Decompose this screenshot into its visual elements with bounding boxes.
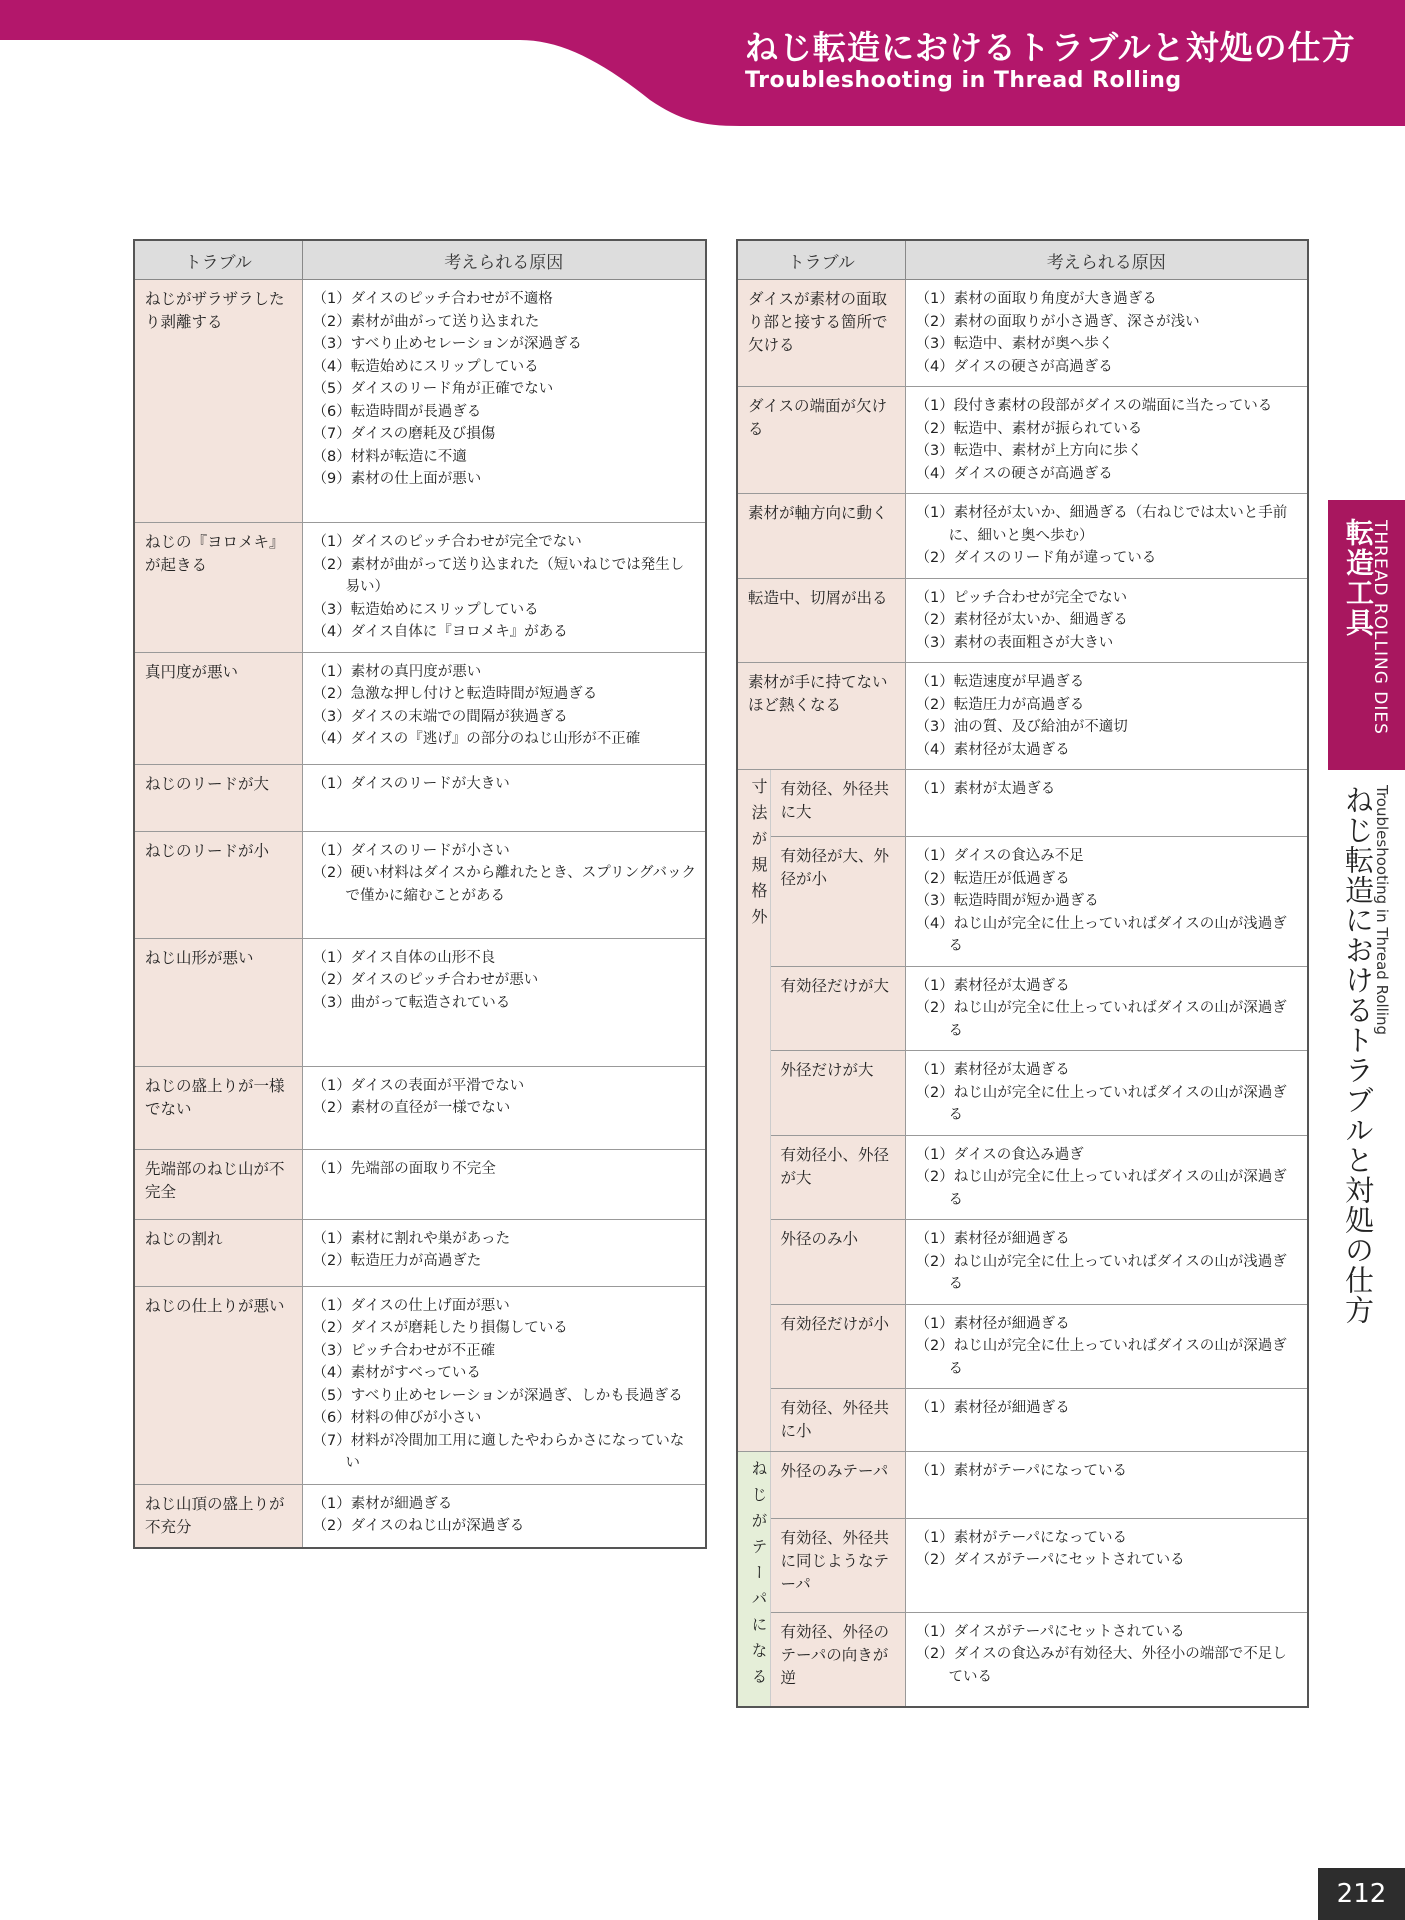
trouble-cell: 外径のみテーパ [770, 1452, 905, 1519]
cause-item: （3）曲がって転造されている [312, 994, 511, 1011]
causes-cell [302, 1286, 706, 1484]
causes-cell [905, 1612, 1308, 1707]
table-row [737, 1304, 1308, 1389]
table-row [134, 652, 706, 764]
table-row [134, 280, 706, 523]
cause-item: （2）転造圧力が高過ぎる [915, 696, 1085, 713]
cause-item: （1）素材に割れや巣があった [312, 1230, 511, 1247]
cause-item: （1）素材が細過ぎる [312, 1495, 453, 1512]
trouble-cell: 有効径、外径共に小 [770, 1389, 905, 1452]
cause-item: （2）硬い材料はダイスから離れたとき、スプリングバックで僅かに縮むことがある [312, 865, 696, 904]
cause-item: （1）ダイスの食込み過ぎ [915, 1146, 1084, 1163]
causes-cell [302, 1066, 706, 1149]
table-row [737, 1452, 1308, 1519]
trouble-cell: ダイスの端面が欠ける [737, 387, 905, 494]
cause-item: （2）ダイスのリード角が違っている [915, 550, 1157, 566]
table-row [737, 837, 1308, 967]
trouble-cell: 有効径が大、外径が小 [770, 837, 905, 967]
causes-cell [905, 663, 1308, 770]
table-row [134, 831, 706, 938]
table-row [737, 966, 1308, 1051]
trouble-cell: ねじのリードが大 [134, 764, 302, 831]
table-row [737, 280, 1308, 387]
trouble-cell: 有効径、外径共に同じようなテーパ [770, 1518, 905, 1612]
table-row [134, 938, 706, 1066]
table-row [737, 663, 1308, 770]
trouble-cell: ねじ山頂の盛上りが不充分 [134, 1484, 302, 1548]
cause-item: （1）ダイスの表面が平滑でない [312, 1077, 525, 1094]
cause-item: （3）ピッチ合わせが不正確 [312, 1342, 496, 1359]
section-tab-label: 転造工具 [1342, 518, 1375, 638]
causes-cell [302, 523, 706, 653]
cause-item: （2）素材径が太いか、細過ぎる [915, 612, 1128, 628]
table-row [134, 1484, 706, 1548]
causes-cell [905, 1220, 1308, 1305]
cause-item: （1）ダイスの仕上げ面が悪い [312, 1297, 510, 1314]
cause-item: （1）ダイスのピッチ合わせが不適格 [312, 291, 553, 307]
cause-item: （1）素材がテーパになっている [915, 1529, 1128, 1546]
cause-item: （2）ダイスのねじ山が深過ぎる [312, 1518, 525, 1534]
cause-item: （6）転造時間が長過ぎる [312, 403, 482, 420]
trouble-cell: ねじの仕上りが悪い [134, 1286, 302, 1484]
causes-cell [302, 764, 706, 831]
cause-item: （2）ダイスが磨耗したり損傷している [312, 1320, 568, 1336]
cause-item: （2）素材が曲がって送り込まれた（短いねじでは発生し易い） [312, 556, 685, 595]
cause-item: （4）ねじ山が完全に仕上っていればダイスの山が浅過ぎる [915, 915, 1287, 954]
cause-item: （4）素材がすべっている [312, 1365, 481, 1381]
causes-cell [302, 1149, 706, 1219]
table-row [134, 1066, 706, 1149]
table-row [737, 494, 1308, 579]
cause-item: （1）素材径が細過ぎる [915, 1315, 1070, 1332]
causes-cell [905, 966, 1308, 1051]
causes-cell [905, 1452, 1308, 1519]
right-table-body [737, 280, 1308, 1708]
left-table-body [134, 280, 706, 1549]
cause-item: （1）素材径が細過ぎる [915, 1231, 1070, 1247]
side-section-title: ねじ転造におけるトラブルと対処の仕方 [1341, 785, 1375, 1325]
table-row [737, 1051, 1308, 1136]
column-header-trouble: トラブル [134, 240, 302, 280]
cause-item: （2）素材の面取りが小さ過ぎ、深さが浅い [915, 313, 1200, 330]
cause-item: （7）ダイスの磨耗及び損傷 [312, 426, 496, 442]
cause-item: （4）ダイスの硬さが高過ぎる [915, 465, 1113, 482]
cause-item: （1）素材の真円度が悪い [312, 663, 482, 680]
trouble-cell: 真円度が悪い [134, 652, 302, 764]
cause-item: （1）素材の面取り角度が大き過ぎる [915, 291, 1157, 307]
cause-item: （2）ねじ山が完全に仕上っていればダイスの山が深過ぎる [915, 1084, 1287, 1123]
cause-item: （3）素材の表面粗さが大きい [915, 634, 1114, 651]
cause-item: （2）ねじ山が完全に仕上っていればダイスの山が深過ぎる [915, 1000, 1287, 1039]
cause-item: （1）ダイスのリードが小さい [312, 842, 510, 859]
causes-cell [302, 1219, 706, 1286]
cause-item: （3）すべり止めセレーションが深過ぎる [312, 336, 582, 352]
page-number: 212 [1318, 1868, 1405, 1920]
cause-item: （1）素材径が細過ぎる [915, 1400, 1070, 1416]
page-title: ねじ転造におけるトラブルと対処の仕方 [745, 28, 1356, 67]
trouble-cell: ねじ山形が悪い [134, 938, 302, 1066]
trouble-cell: 外径のみ小 [770, 1220, 905, 1305]
table-row [737, 1389, 1308, 1452]
causes-cell [905, 494, 1308, 579]
trouble-cell: ねじの『ヨロメキ』が起きる [134, 523, 302, 653]
cause-item: （1）先端部の面取り不完全 [312, 1160, 496, 1177]
causes-cell [905, 1135, 1308, 1220]
cause-item: （1）素材が太過ぎる [915, 781, 1056, 797]
table-row [134, 523, 706, 653]
column-header-causes: 考えられる原因 [905, 240, 1308, 280]
cause-item: （4）転造始めにスリップしている [312, 358, 539, 375]
cause-item: （3）転造中、素材が奥へ歩く [915, 336, 1114, 352]
causes-cell [302, 1484, 706, 1548]
right-trouble-table [736, 239, 1309, 1708]
column-header-causes: 考えられる原因 [302, 240, 706, 280]
table-row [737, 578, 1308, 663]
trouble-cell: ダイスが素材の面取り部と接する箇所で欠ける [737, 280, 905, 387]
cause-item: （1）素材径が太過ぎる [915, 1062, 1070, 1078]
cause-item: （1）ダイスのピッチ合わせが完全でない [312, 534, 582, 550]
trouble-cell: 転造中、切屑が出る [737, 578, 905, 663]
table-row [737, 387, 1308, 494]
left-trouble-table [133, 239, 707, 1549]
causes-cell [302, 938, 706, 1066]
trouble-cell: ねじの盛上りが一様でない [134, 1066, 302, 1149]
trouble-cell: 有効径だけが小 [770, 1304, 905, 1389]
causes-cell [905, 1518, 1308, 1612]
causes-cell [905, 280, 1308, 387]
table-row [134, 1219, 706, 1286]
cause-item: （3）転造始めにスリップしている [312, 601, 539, 618]
cause-item: （2）ダイスの食込みが有効径大、外径小の端部で不足している [915, 1646, 1287, 1685]
trouble-cell: 有効径、外径のテーパの向きが逆 [770, 1612, 905, 1707]
table-row [134, 1149, 706, 1219]
cause-item: （2）転造中、素材が振られている [915, 420, 1143, 437]
table-row [737, 1612, 1308, 1707]
cause-item: （1）素材径が太過ぎる [915, 977, 1070, 994]
cause-item: （5）すべり止めセレーションが深過ぎ、しかも長過ぎる [312, 1387, 683, 1404]
causes-cell [302, 652, 706, 764]
trouble-cell: ねじのリードが小 [134, 831, 302, 938]
table-row [737, 770, 1308, 837]
cause-item: （1）転造速度が早過ぎる [915, 674, 1085, 690]
causes-cell [905, 1304, 1308, 1389]
cause-item: （3）転造中、素材が上方向に歩く [915, 443, 1143, 459]
cause-item: （2）ねじ山が完全に仕上っていればダイスの山が浅過ぎる [915, 1253, 1287, 1292]
group-label-cell [737, 770, 770, 1452]
cause-item: （2）転造圧が低過ぎる [915, 870, 1070, 887]
trouble-cell: 有効径、外径共に大 [770, 770, 905, 837]
table-row [134, 1286, 706, 1484]
group-label: 寸法が規格外 [749, 778, 768, 934]
cause-item: （2）素材の直径が一様でない [312, 1100, 511, 1116]
table-row [737, 1518, 1308, 1612]
group-label-cell [737, 1452, 770, 1708]
cause-item: （5）ダイスのリード角が正確でない [312, 381, 554, 397]
column-header-trouble: トラブル [737, 240, 905, 280]
cause-item: （2）ねじ山が完全に仕上っていればダイスの山が深過ぎる [915, 1338, 1287, 1377]
table-row [134, 764, 706, 831]
section-tab-label-en: THREAD ROLLING DIES [1370, 520, 1390, 735]
cause-item: （1）ダイスのリードが大きい [312, 775, 510, 792]
cause-item: （3）ダイスの末端での間隔が狭過ぎる [312, 708, 568, 725]
trouble-cell: 素材が軸方向に動く [737, 494, 905, 579]
cause-item: （7）材料が冷間加工用に適したやわらかさになっていない [312, 1432, 685, 1471]
cause-item: （4）素材径が太過ぎる [915, 741, 1070, 758]
table-row [737, 1135, 1308, 1220]
causes-cell [905, 1051, 1308, 1136]
table-row [737, 1220, 1308, 1305]
trouble-cell: 外径だけが大 [770, 1051, 905, 1136]
cause-item: （1）ダイスの食込み不足 [915, 848, 1084, 864]
side-section-title-en: Troubleshooting in Thread Rolling [1373, 785, 1391, 1036]
causes-cell [905, 387, 1308, 494]
trouble-cell: ねじがザラザラしたり剥離する [134, 280, 302, 523]
trouble-cell: 素材が手に持てないほど熱くなる [737, 663, 905, 770]
causes-cell [302, 831, 706, 938]
cause-item: （1）ダイスがテーパにセットされている [915, 1623, 1185, 1640]
cause-item: （1）ダイス自体の山形不良 [312, 949, 496, 966]
cause-item: （2）ねじ山が完全に仕上っていればダイスの山が深過ぎる [915, 1169, 1287, 1208]
cause-item: （2）素材が曲がって送り込まれた [312, 313, 540, 330]
cause-item: （1）素材がテーパになっている [915, 1463, 1128, 1479]
causes-cell [905, 1389, 1308, 1452]
causes-cell [905, 837, 1308, 967]
cause-item: （3）転造時間が短か過ぎる [915, 893, 1099, 909]
cause-item: （4）ダイス自体に『ヨロメキ』がある [312, 624, 568, 640]
cause-item: （1）段付き素材の段部がダイスの端面に当たっている [915, 398, 1273, 414]
causes-cell [905, 578, 1308, 663]
trouble-cell: ねじの割れ [134, 1219, 302, 1286]
cause-item: （2）急激な押し付けと転造時間が短過ぎる [312, 686, 598, 702]
cause-item: （2）転造圧力が高過ぎた [312, 1253, 482, 1269]
causes-cell [302, 280, 706, 523]
page-subtitle: Troubleshooting in Thread Rolling [745, 68, 1182, 93]
cause-item: （4）ダイスの硬さが高過ぎる [915, 358, 1113, 375]
cause-item: （9）素材の仕上面が悪い [312, 471, 482, 487]
cause-item: （1）ピッチ合わせが完全でない [915, 589, 1128, 606]
cause-item: （8）材料が転造に不適 [312, 448, 467, 465]
cause-item: （2）ダイスがテーパにセットされている [915, 1552, 1185, 1569]
cause-item: （1）素材径が太いか、細過ぎる（右ねじでは太いと手前に、細いと奥へ歩む） [915, 505, 1288, 544]
causes-cell [905, 770, 1308, 837]
cause-item: （3）油の質、及び給油が不適切 [915, 719, 1128, 735]
trouble-cell: 有効径小、外径が大 [770, 1135, 905, 1220]
trouble-cell: 有効径だけが大 [770, 966, 905, 1051]
trouble-cell: 先端部のねじ山が不完全 [134, 1149, 302, 1219]
cause-item: （4）ダイスの『逃げ』の部分のねじ山形が不正確 [312, 731, 641, 747]
group-label: ねじがテーパになる [749, 1460, 768, 1694]
cause-item: （2）ダイスのピッチ合わせが悪い [312, 972, 539, 988]
cause-item: （6）材料の伸びが小さい [312, 1410, 482, 1426]
